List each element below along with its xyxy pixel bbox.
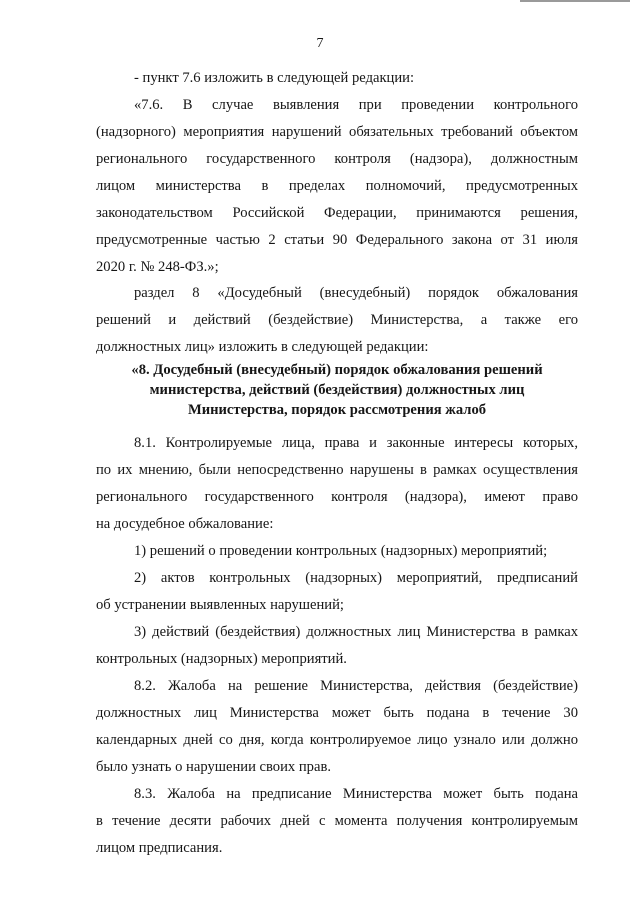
body-line: лицом предписания. bbox=[96, 840, 223, 856]
body-line: календарных дней со дня, когда контролируемое лицо узнало или должно bbox=[96, 732, 578, 748]
body-line: лицом министерства в пределах полномочий, предусмотренных bbox=[96, 178, 578, 194]
body-line: должностных лиц Министерства может быть подана в течение 30 bbox=[96, 705, 578, 721]
body-line: 8.2. Жалоба на решение Министерства, действия (бездействие) bbox=[134, 678, 578, 694]
list-item-line: контрольных (надзорных) мероприятий. bbox=[96, 651, 347, 667]
body-line: решений и действий (бездействие) Министерства, а также его bbox=[96, 312, 578, 328]
page-number: 7 bbox=[316, 36, 324, 51]
body-line: законодательством Российской Федерации, принимаются решения, bbox=[96, 205, 578, 221]
section-heading-line: министерства, действий (бездействия) должностных лиц bbox=[149, 382, 525, 398]
body-line: 8.1. Контролируемые лица, права и законные интересы которых, bbox=[134, 435, 578, 451]
body-line: раздел 8 «Досудебный (внесудебный) порядок обжалования bbox=[134, 285, 578, 301]
list-item-line: 2) актов контрольных (надзорных) мероприятий, предписаний bbox=[134, 570, 578, 586]
list-item-line: 1) решений о проведении контрольных (надзорных) мероприятий; bbox=[134, 543, 548, 559]
body-line: должностных лиц» изложить в следующей редакции: bbox=[96, 339, 429, 355]
body-line: «7.6. В случае выявления при проведении контрольного bbox=[134, 97, 578, 113]
body-line: (надзорного) мероприятия нарушений обязательных требований объектом bbox=[96, 124, 578, 140]
body-line: регионального государственного контроля (надзора), имеют право bbox=[96, 489, 578, 505]
body-line: 2020 г. № 248-ФЗ.»; bbox=[96, 259, 219, 275]
body-line: 8.3. Жалоба на предписание Министерства может быть подана bbox=[134, 786, 578, 802]
section-heading-line: «8. Досудебный (внесудебный) порядок обжалования решений bbox=[131, 362, 543, 378]
body-line: на досудебное обжалование: bbox=[96, 516, 274, 532]
list-item-line: об устранении выявленных нарушений; bbox=[96, 597, 344, 613]
body-line: в течение десяти рабочих дней с момента получения контролируемым bbox=[96, 813, 578, 829]
body-line: регионального государственного контроля (надзора), должностным bbox=[96, 151, 578, 167]
section-heading-line: Министерства, порядок рассмотрения жалоб bbox=[187, 402, 487, 418]
body-line: предусмотренные частью 2 статьи 90 Федерального закона от 31 июля bbox=[96, 232, 578, 248]
body-line: - пункт 7.6 изложить в следующей редакции: bbox=[134, 70, 415, 86]
scan-edge-mark bbox=[520, 0, 630, 2]
body-line: по их мнению, были непосредственно нарушены в рамках осуществления bbox=[96, 462, 578, 478]
body-line: было узнать о нарушении своих прав. bbox=[96, 759, 331, 775]
list-item-line: 3) действий (бездействия) должностных лиц Министерства в рамках bbox=[134, 624, 578, 640]
